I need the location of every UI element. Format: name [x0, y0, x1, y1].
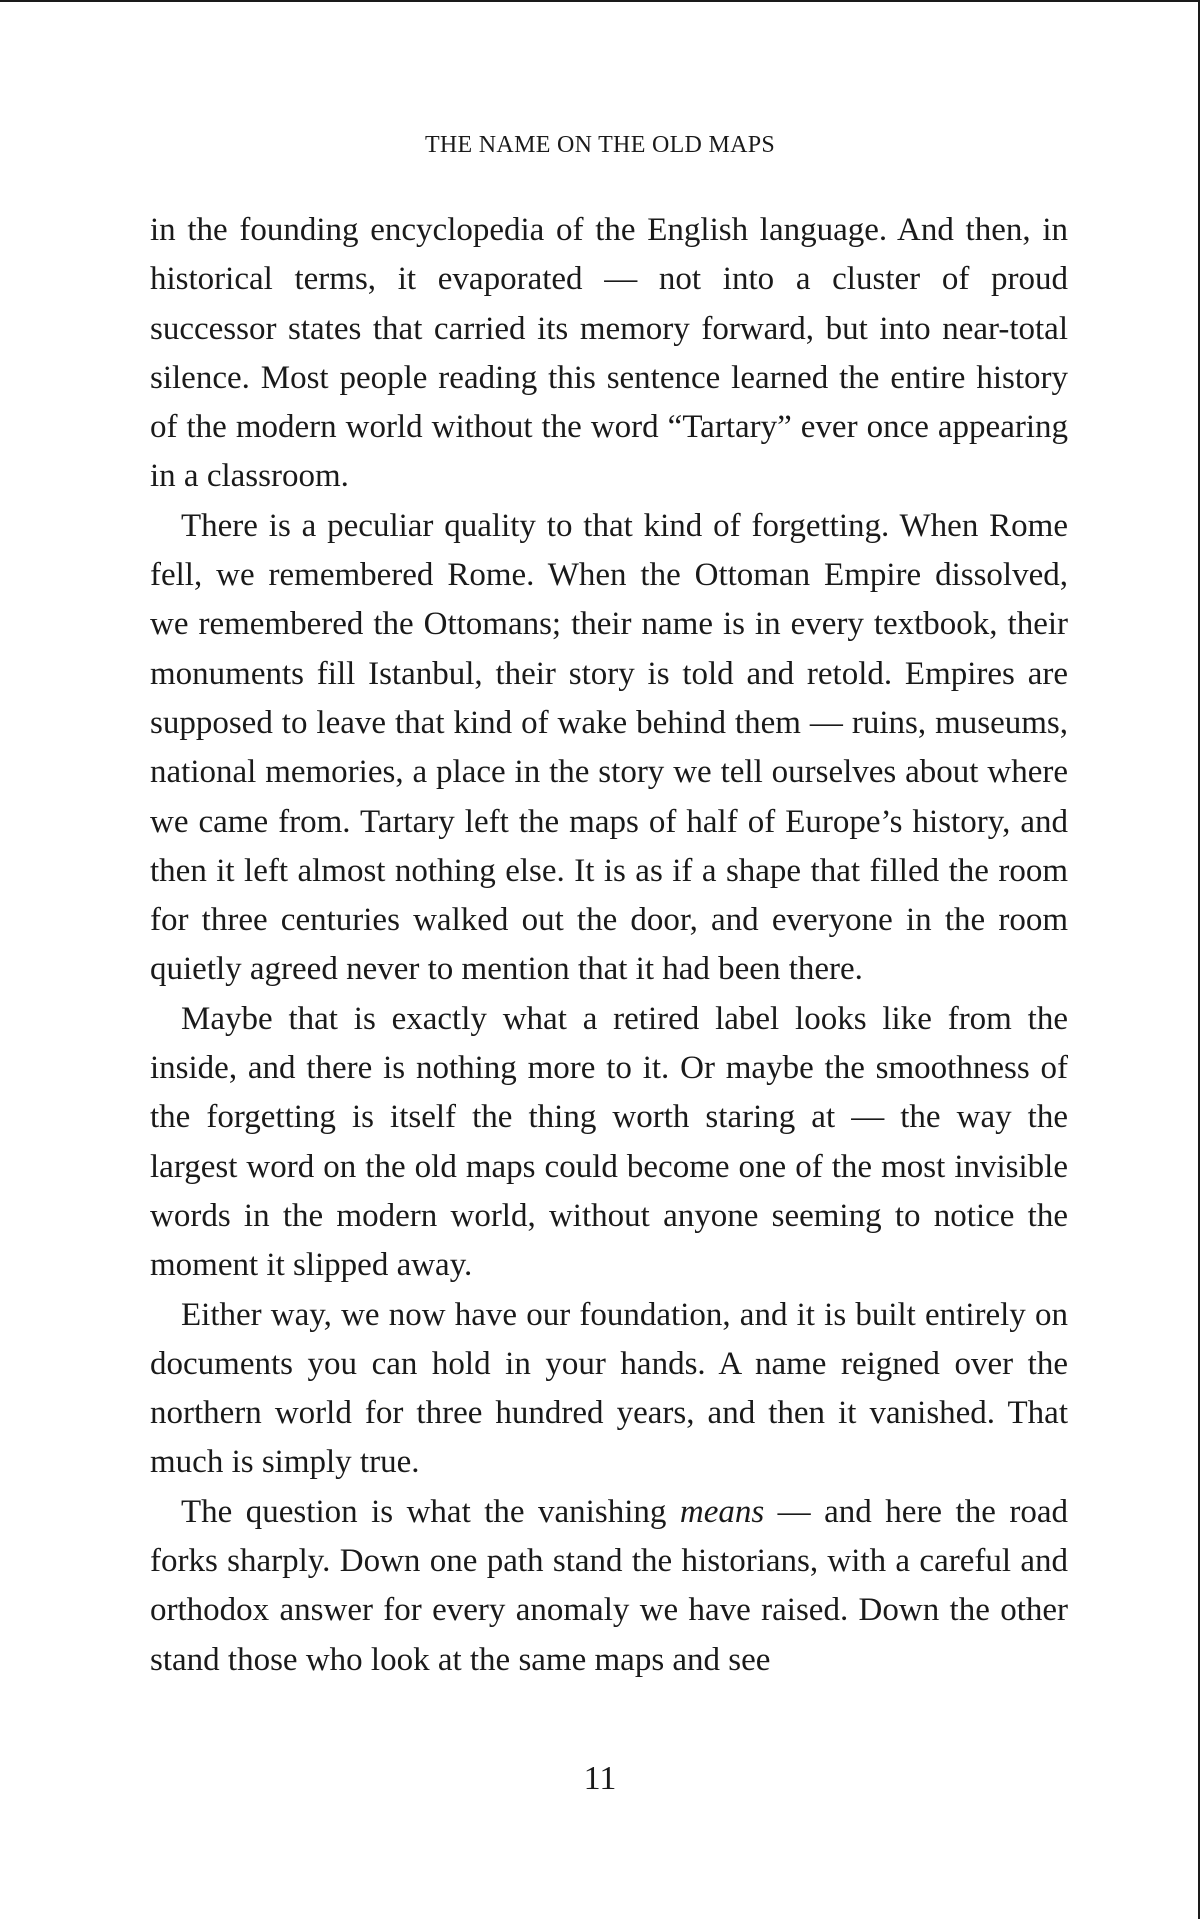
emphasis-word: means — [679, 1493, 765, 1530]
paragraph: Either way, we now have our foundation, and it is built entirely on documents you can hold in your hands. A name reigned over the northern world for three hundred years, and then it vanished. That much is simply true. — [150, 1296, 1068, 1481]
paragraph-with-emphasis — [150, 1488, 1068, 1685]
paragraph: There is a peculiar quality to that kind of forgetting. When Rome fell, we remembered Rome. When the Ottoman Empire dissolved, we remembered the Ottomans; their name is in every textbook, their monuments fill Istanbul, their story is told and retold. Empires are supposed to leave that kind of wake behind them — ruins, museums, national memories, a place in the story we tell ourselves about where we came from. Tartary left the maps of half of Europe’s history, and then it left almost nothing else. It is as if a shape that filled the room for three centuries walked out the door, and everyone in the room quietly agreed never to mention that it had been there. — [150, 507, 1068, 988]
paragraph-text-before: The question is what the vanishing — [181, 1493, 680, 1530]
paragraph-continued: in the founding encyclopedia of the English language. And then, in historical terms, it evaporated — not into a cluster of proud successor states that carried its memory forward, but into near-total silence. Most people reading this sentence learned the entire history of the modern world without the word “Tartary” ever once appearing in a classroom. — [150, 212, 1068, 495]
running-head: THE NAME ON THE OLD MAPS — [424, 132, 776, 158]
page-number: 11 — [583, 1760, 617, 1797]
paragraph: Maybe that is exactly what a retired label looks like from the inside, and there is nothing more to it. Or maybe the smoothness of the forgetting is itself the thing worth staring at — the way the largest word on the old maps could become one of the most invisible words in the modern world, without anyone seeming to notice the moment it slipped away. — [150, 1000, 1068, 1284]
body-text — [150, 206, 1068, 1685]
paragraph-text-after: — and here the road forks sharply. Down one path stand the historians, with a careful and orthodox answer for every anomaly we have raised. Down the other stand those who look at the same maps and see — [150, 1493, 1068, 1678]
